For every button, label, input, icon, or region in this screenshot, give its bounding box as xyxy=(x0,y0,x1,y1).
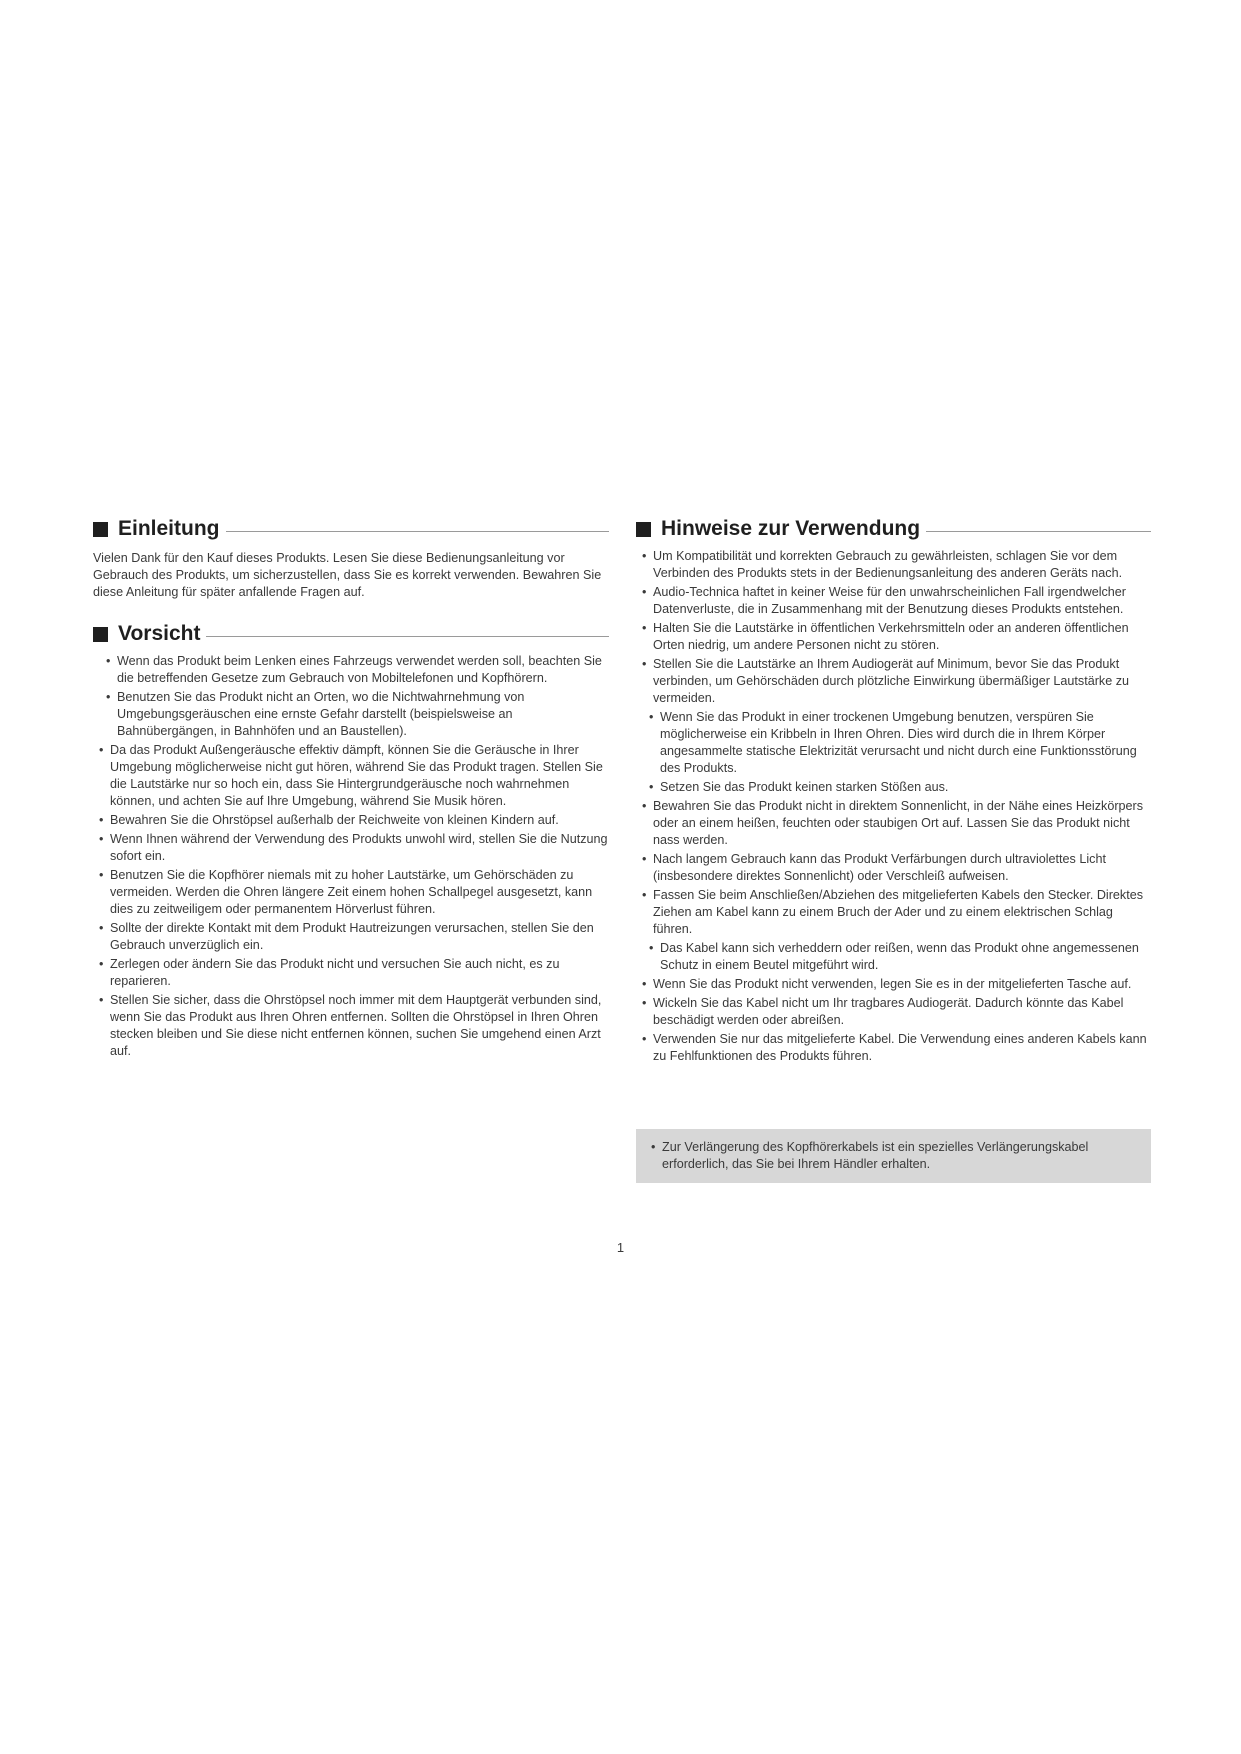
list-item: • Verwenden Sie nur das mitgelieferte Kabel. Die Verwendung eines anderen Kabels kann zu Fehlfunktionen des Produkts führen. xyxy=(636,1031,1151,1065)
list-item: • Wickeln Sie das Kabel nicht um Ihr tragbares Audiogerät. Dadurch könnte das Kabel beschädigt werden oder abreißen. xyxy=(636,995,1151,1029)
caution-heading xyxy=(93,619,609,649)
intro-title: Einleitung xyxy=(118,517,220,540)
list-item: • Bewahren Sie das Produkt nicht in direktem Sonnenlicht, in der Nähe eines Heizkörpers oder an einem heißen, feuchten oder staubigen Ort auf. Lassen Sie das Produkt nicht nass werden. xyxy=(636,798,1151,849)
usage-title: Hinweise zur Verwendung xyxy=(661,517,921,540)
list-item: • Wenn das Produkt beim Lenken eines Fahrzeugs verwendet werden soll, beachten Sie die betreffenden Gesetze zum Gebrauch von Mobiltelefonen und Kopfhörern. xyxy=(93,653,609,687)
caution-title: Vorsicht xyxy=(118,622,201,645)
list-item: • Stellen Sie die Lautstärke an Ihrem Audiogerät auf Minimum, bevor Sie das Produkt verbinden, um Gehörschäden durch plötzliche Einwirkung übermäßiger Lautstärke zu vermeiden. xyxy=(636,656,1151,707)
list-item: • Sollte der direkte Kontakt mit dem Produkt Hautreizungen verursachen, stellen Sie den Gebrauch unverzüglich ein. xyxy=(93,920,609,954)
extension-cable-note xyxy=(636,1129,1151,1183)
list-item: • Wenn Sie das Produkt nicht verwenden, legen Sie es in der mitgelieferten Tasche auf. xyxy=(636,976,1151,993)
heading-rule xyxy=(206,636,609,637)
usage-heading xyxy=(636,514,1151,544)
list-item: • Halten Sie die Lautstärke in öffentlichen Verkehrsmitteln oder an anderen öffentlichen Orten niedrig, um andere Personen nicht zu stören. xyxy=(636,620,1151,654)
list-item: • Benutzen Sie das Produkt nicht an Orten, wo die Nichtwahrnehmung von Umgebungsgeräuschen eine ernste Gefahr darstellt (beispielsweise an Bahnübergängen, in Bahnhöfen und an Baustellen). xyxy=(93,689,609,740)
list-item: • Zerlegen oder ändern Sie das Produkt nicht und versuchen Sie auch nicht, es zu reparieren. xyxy=(93,956,609,990)
list-item: • Bewahren Sie die Ohrstöpsel außerhalb der Reichweite von kleinen Kindern auf. xyxy=(93,812,609,829)
usage-list xyxy=(636,548,1151,1065)
list-item: • Audio-Technica haftet in keiner Weise für den unwahrscheinlichen Fall irgendwelcher Datenverluste, die in Zusammenhang mit der Benutzung dieses Produkts entstehen. xyxy=(636,584,1151,618)
list-item: • Wenn Ihnen während der Verwendung des Produkts unwohl wird, stellen Sie die Nutzung sofort ein. xyxy=(93,831,609,865)
square-bullet-icon xyxy=(93,522,108,537)
list-item: • Nach langem Gebrauch kann das Produkt Verfärbungen durch ultraviolettes Licht (insbesondere direktes Sonnenlicht) oder Verschleiß aufweisen. xyxy=(636,851,1151,885)
list-item: • Wenn Sie das Produkt in einer trockenen Umgebung benutzen, verspüren Sie möglicherweise ein Kribbeln in Ihren Ohren. Dies wird durch die in Ihrem Körper angesammelte statische Elektrizität verursacht und nicht durch eine Funktionsstörung des Produkts. xyxy=(636,709,1151,777)
page-number: 1 xyxy=(616,1240,625,1255)
list-item: • Fassen Sie beim Anschließen/Abziehen des mitgelieferten Kabels den Stecker. Direktes Ziehen am Kabel kann zu einem Bruch der Ader und zu einem elektrischen Schlag führen. xyxy=(636,887,1151,938)
intro-heading xyxy=(93,514,609,544)
heading-rule xyxy=(926,531,1151,532)
list-item: • Um Kompatibilität und korrekten Gebrauch zu gewährleisten, schlagen Sie vor dem Verbinden des Produkts stets in der Bedienungsanleitung des anderen Geräts nach. xyxy=(636,548,1151,582)
square-bullet-icon xyxy=(636,522,651,537)
square-bullet-icon xyxy=(93,627,108,642)
list-item: • Da das Produkt Außengeräusche effektiv dämpft, können Sie die Geräusche in Ihrer Umgebung möglicherweise nicht gut hören, während Sie das Produkt tragen. Stellen Sie die Lautstärke nur so hoch ein, dass Sie Hintergrundgeräusche noch wahrnehmen können, und achten Sie auf Ihre Umgebung, während Sie Musik hören. xyxy=(93,742,609,810)
list-item: • Das Kabel kann sich verheddern oder reißen, wenn das Produkt ohne angemessenen Schutz in einem Beutel mitgeführt wird. xyxy=(636,940,1151,974)
caution-list xyxy=(93,653,609,1060)
list-item: • Benutzen Sie die Kopfhörer niemals mit zu hoher Lautstärke, um Gehörschäden zu vermeiden. Werden die Ohren längere Zeit einem hohen Schallpegel ausgesetzt, kann dies zu zeitweiligem oder permanentem Hörverlust führen. xyxy=(93,867,609,918)
list-item: • Stellen Sie sicher, dass die Ohrstöpsel noch immer mit dem Hauptgerät verbunden sind, wenn Sie das Produkt aus Ihren Ohren entfernen. Sollten die Ohrstöpsel in Ihren Ohren stecken bleiben und Sie diese nicht entfernen können, suchen Sie umgehend einen Arzt auf. xyxy=(93,992,609,1060)
intro-text: Vielen Dank für den Kauf dieses Produkts. Lesen Sie diese Bedienungsanleitung vor Gebrauch des Produkts, um sicherzustellen, dass Sie es korrekt verwenden. Bewahren Sie diese Anleitung für später anfallende Fragen auf. xyxy=(93,551,602,599)
list-item: • Setzen Sie das Produkt keinen starken Stößen aus. xyxy=(636,779,1151,796)
heading-rule xyxy=(226,531,610,532)
note-text: • Zur Verlängerung des Kopfhörerkabels ist ein spezielles Verlängerungskabel erforderlich, das Sie bei Ihrem Händler erhalten. xyxy=(636,1139,1151,1173)
left-column xyxy=(93,514,609,1062)
right-column xyxy=(636,514,1151,1067)
